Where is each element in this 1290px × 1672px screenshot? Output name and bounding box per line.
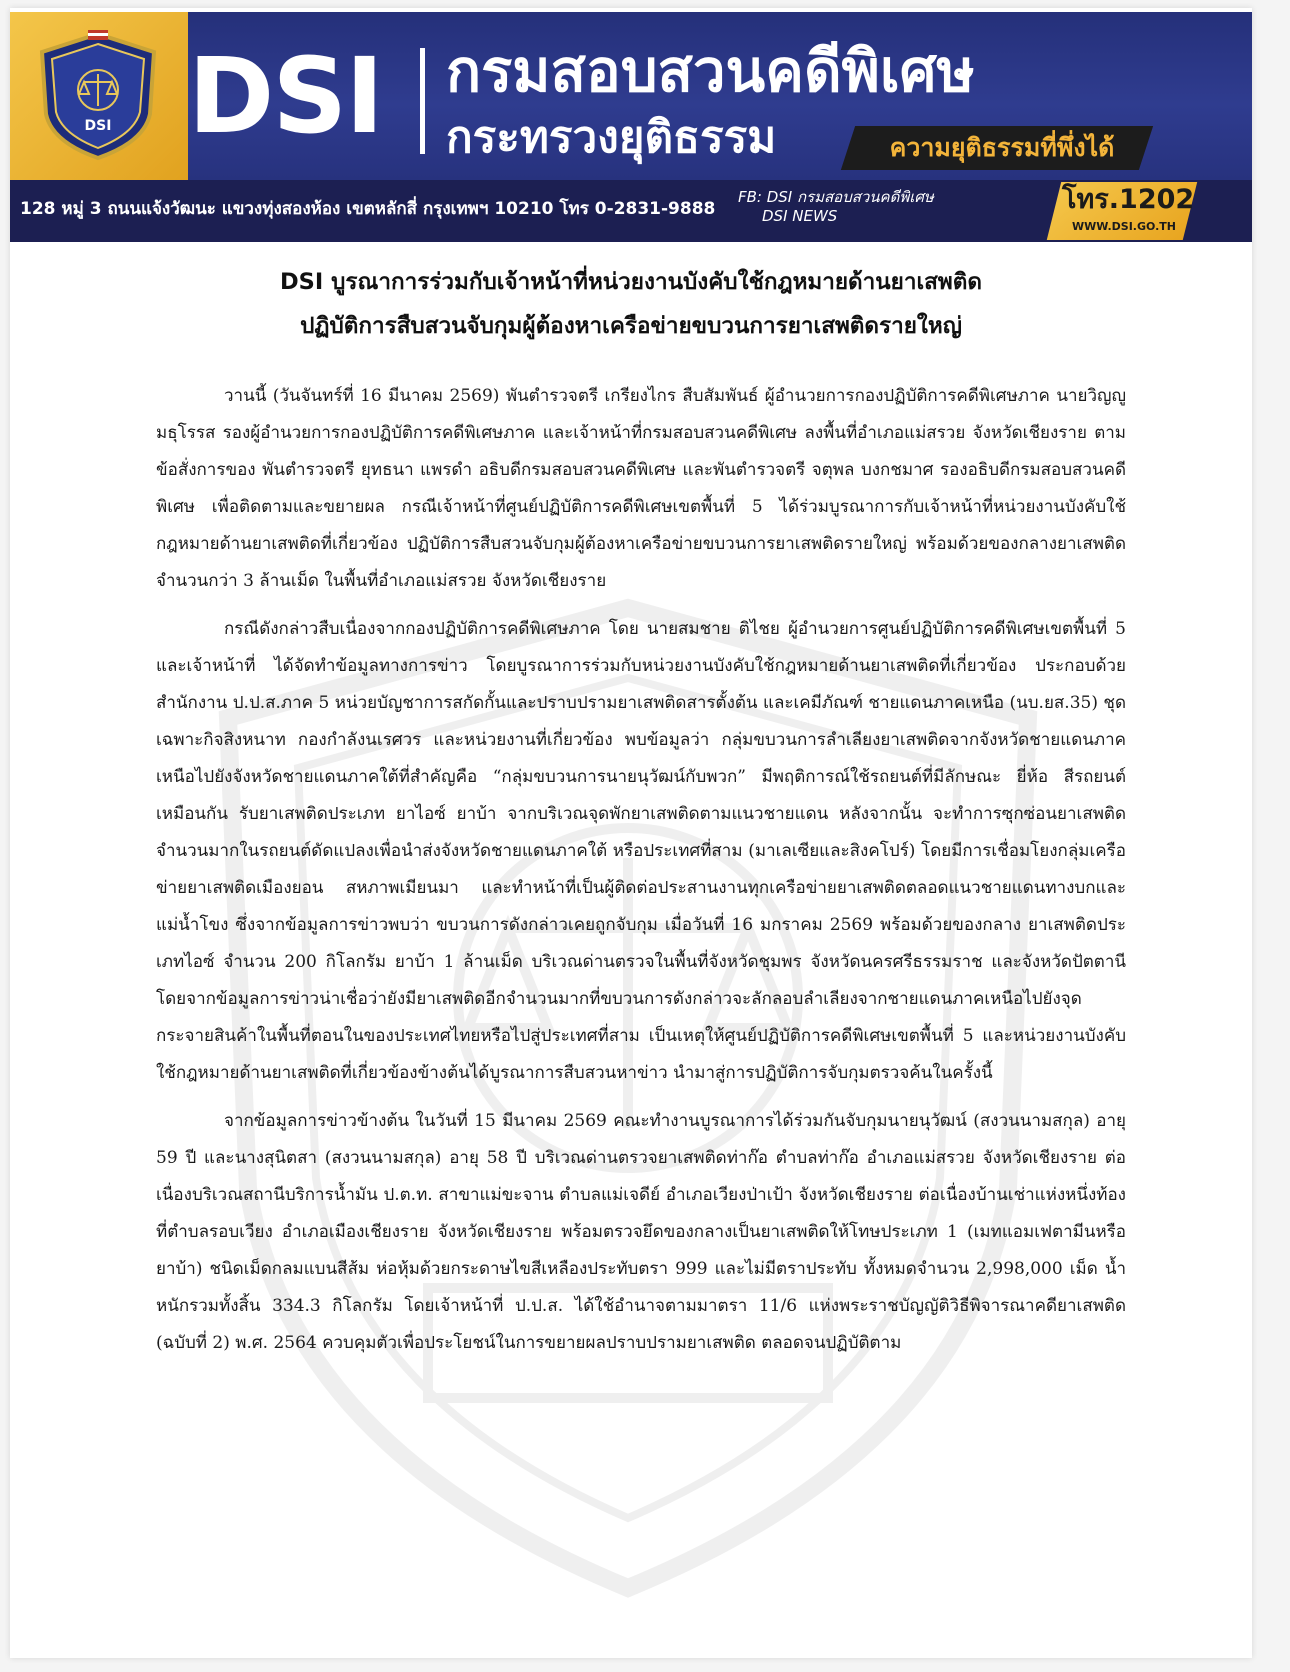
paragraph-3: จากข้อมูลการข่าวข้างต้น ในวันที่ 15 มีนาคม 2569 คณะทำงานบูรณาการได้ร่วมกันจับกุมนายนุวัฒน์ (สงวนนามสกุล) อายุ 59 ปี และนางสุนิตสา (สงวนนามสกุล) อายุ 58 ปี บริเวณด่านตรวจยาเสพติดท่าก๊อ ตำบลท่าก๊อ อำเภอแม่สรวย จังหวัดเชียงราย ต่อเนื่องบริเวณสถานีบริการน้ำมัน ป.ต.ท. สาขาแม่ขะจาน ตำบลแม่เจดีย์ อำเภอเวียงป่าเป้า จังหวัดเชียงราย ต่อเนื่องบ้านเช่าแห่งหนึ่งท้องที่ตำบลรอบเวียง อำเภอเมืองเชียงราย จังหวัดเชียงราย พร้อมตรวจยึดของกลางเป็นยาเสพติดให้โทษประเภท 1 (เมทแอมเฟตามีนหรือยาบ้า) ชนิดเม็ดกลมแบนสีส้ม ห่อหุ้มด้วยกระดาษไขสีเหลืองประทับตรา 999 และไม่มีตราประทับ ทั้งหมดจำนวน 2,998,000 เม็ด น้ำหนักรวมทั้งสิ้น 334.3 กิโลกรัม โดยเจ้าหน้าที่ ป.ป.ส. ได้ใช้อำนาจตามมาตรา 11/6 แห่งพระราชบัญญัติวิธีพิจารณาคดียาเสพติด (ฉบับที่ 2) พ.ศ. 2564 ควบคุมตัวเพื่อประโยชน์ในการขยายผลปราบปรามยาเสพติด ตลอดจนปฏิบัติตาม	[156, 1111, 1126, 1353]
article-headline	[10, 260, 1252, 348]
facebook-label: FB: DSI กรมสอบสวนคดีพิเศษ	[738, 188, 934, 206]
paragraph-2: กรณีดังกล่าวสืบเนื่องจากกองปฏิบัติการคดีพิเศษภาค โดย นายสมชาย ติไชย ผู้อำนวยการศูนย์ปฏิบัติการคดีพิเศษเขตพื้นที่ 5 และเจ้าหน้าที่ ได้จัดทำข้อมูลทางการข่าว โดยบูรณาการร่วมกับหน่วยงานบังคับใช้กฎหมายด้านยาเสพติดที่เกี่ยวข้อง ประกอบด้วย สำนักงาน ป.ป.ส.ภาค 5 หน่วยบัญชาการสกัดกั้นและปราบปรามยาเสพติดสารตั้งต้น และเคมีภัณฑ์ ชายแดนภาคเหนือ (นบ.ยส.35) ชุดเฉพาะกิจสิงหนาท กองกำลังนเรศวร และหน่วยงานที่เกี่ยวข้อง พบข้อมูลว่า กลุ่มขบวนการลำเลียงยาเสพติดจากจังหวัดชายแดนภาคเหนือไปยังจังหวัดชายแดนภาคใต้ที่สำคัญคือ “กลุ่มขบวนการนายนุวัฒน์กับพวก” มีพฤติการณ์ใช้รถยนต์ที่มีลักษณะ ยี่ห้อ สีรถยนต์ เหมือนกัน รับยาเสพติดประเภท ยาไอซ์ ยาบ้า จากบริเวณจุดพักยาเสพติดตามแนวชายแดน หลังจากนั้น จะทำการซุกซ่อนยาเสพติดจำนวนมากในรถยนต์ดัดแปลงเพื่อนำส่งจังหวัดชายแดนภาคใต้ หรือประเทศที่สาม (มาเลเซียและสิงคโปร์) โดยมีการเชื่อมโยงกลุ่มเครือข่ายยาเสพติดเมืองยอน สหภาพเมียนมา และทำหน้าที่เป็นผู้ติดต่อประสานงานทุกเครือข่ายยาเสพติดตลอดแนวชายแดนทางบกและแม่น้ำโขง ซึ่งจากข้อมูลการข่าวพบว่า ขบวนการดังกล่าวเคยถูกจับกุม เมื่อวันที่ 16 มกราคม 2569 พร้อมด้วยของกลาง ยาเสพติดประเภทไอซ์ จำนวน 200 กิโลกรัม ยาบ้า 1 ล้านเม็ด บริเวณด่านตรวจในพื้นที่จังหวัดชุมพร จังหวัดนครศรีธรรมราช และจังหวัดปัตตานี โดยจากข้อมูลการข่าวน่าเชื่อว่ายังมียาเสพติดอีกจำนวนมากที่ขบวนการดังกล่าวจะลักลอบลำเลียงจากชายแดนภาคเหนือไปยังจุดกระจายสินค้าในพื้นที่ตอนในของประเทศไทยหรือไปสู่ประเทศที่สาม เป็นเหตุให้ศูนย์ปฏิบัติการคดีพิเศษเขตพื้นที่ 5 และหน่วยงานบังคับใช้กฎหมายด้านยาเสพติดที่เกี่ยวข้องข้างต้นได้บูรณาการสืบสวนหาข่าว นำมาสู่การปฏิบัติการจับกุมตรวจค้นในครั้งนี้	[156, 619, 1126, 1083]
article-body	[156, 378, 1126, 1373]
facebook-news: DSI NEWS	[762, 207, 838, 225]
org-name: กรมสอบสวนคดีพิเศษ	[446, 37, 975, 105]
slogan: ความยุติธรรมที่พึ่งได้	[889, 133, 1115, 162]
paragraph-1: วานนี้ (วันจันทร์ที่ 16 มีนาคม 2569) พันตำรวจตรี เกรียงไกร สืบสัมพันธ์ ผู้อำนวยการกองปฏิบัติการคดีพิเศษภาค นายวิญญู มธุโรรส รองผู้อำนวยการกองปฏิบัติการคดีพิเศษภาค และเจ้าหน้าที่กรมสอบสวนคดีพิเศษ ลงพื้นที่อำเภอแม่สรวย จังหวัดเชียงราย ตามข้อสั่งการของ พันตำรวจตรี ยุทธนา แพรดำ อธิบดีกรมสอบสวนคดีพิเศษ และพันตำรวจตรี จตุพล บงกชมาศ รองอธิบดีกรมสอบสวนคดีพิเศษ เพื่อติดตามและขยายผล กรณีเจ้าหน้าที่ศูนย์ปฏิบัติการคดีพิเศษเขตพื้นที่ 5 ได้ร่วมบูรณาการกับเจ้าหน้าที่หน่วยงานบังคับใช้กฎหมายด้านยาเสพติดที่เกี่ยวข้อง ปฏิบัติการสืบสวนจับกุมผู้ต้องหาเครือข่ายขบวนการยาเสพติดรายใหญ่ พร้อมด้วยของกลางยาเสพติดจำนวนกว่า 3 ล้านเม็ด ในพื้นที่อำเภอแม่สรวย จังหวัดเชียงราย	[156, 386, 1126, 591]
logo-divider	[420, 48, 425, 154]
dsi-emblem-icon	[34, 30, 162, 162]
website: WWW.DSI.GO.TH	[1071, 220, 1177, 233]
headline-line-2: ปฏิบัติการสืบสวนจับกุมผู้ต้องหาเครือข่ายขบวนการยาเสพติดรายใหญ่	[300, 313, 962, 339]
emblem-label: DSI	[84, 118, 112, 134]
headline-line-1: DSI บูรณาการร่วมกับเจ้าหน้าที่หน่วยงานบังคับใช้กฎหมายด้านยาเสพติด	[280, 269, 982, 295]
document-page	[10, 8, 1252, 1658]
hotline: โทร.1202	[1062, 184, 1195, 215]
ministry-name: กระทรวงยุติธรรม	[446, 112, 777, 163]
address: 128 หมู่ 3 ถนนแจ้งวัฒนะ แขวงทุ่งสองห้อง เขตหลักสี่ กรุงเทพฯ 10210 โทร 0-2831-9888	[20, 199, 716, 219]
dsi-logo-text: DSI	[188, 35, 382, 157]
